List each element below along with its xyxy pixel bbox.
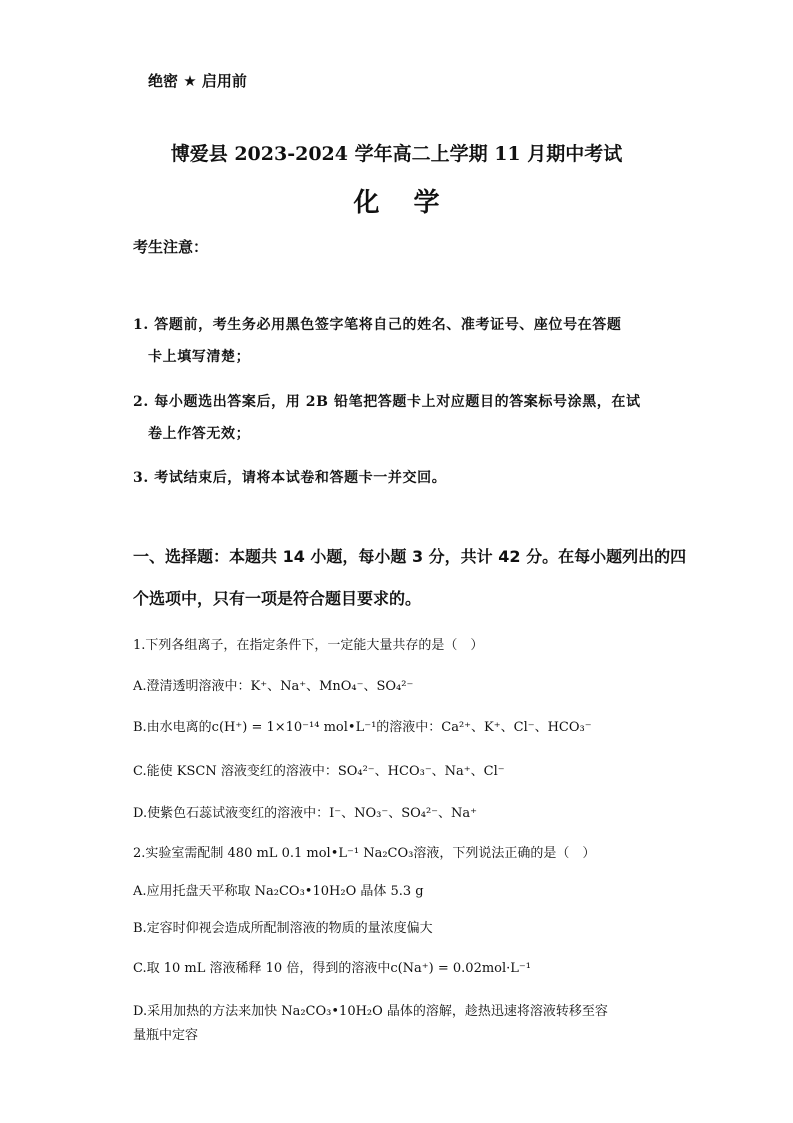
q1-stem: 1.下列各组离子，在指定条件下，一定能大量共存的是（ ） (133, 638, 484, 653)
q2-option-c: C.取 10 mL 溶液稀释 10 倍，得到的溶液中c(Na⁺) = 0.02mol·L⁻¹ (133, 961, 531, 976)
q1-option-d: D.使紫色石蕊试液变红的溶液中：I⁻、NO₃⁻、SO₄²⁻、Na⁺ (133, 806, 478, 821)
exam-title: 博爱县 2023-2024 学年高二上学期 11 月期中考试 (170, 143, 623, 165)
secret-mark: 绝密 ★ 启用前 (148, 72, 247, 90)
q2-stem: 2.实验室需配制 480 mL 0.1 mol•L⁻¹ Na₂CO₃溶液，下列说法正确的是（ ） (133, 846, 596, 861)
q1-option-a: A.澄清透明溶液中：K⁺、Na⁺、MnO₄⁻、SO₄²⁻ (133, 679, 414, 694)
q2-option-d-line2: 量瓶中定容 (133, 1028, 199, 1043)
q2-option-d-line1: D.采用加热的方法来加快 Na₂CO₃•10H₂O 晶体的溶解，趁热迅速将溶液转移至容 (133, 1004, 608, 1019)
q1-option-c: C.能使 KSCN 溶液变红的溶液中：SO₄²⁻、HCO₃⁻、Na⁺、Cl⁻ (133, 764, 505, 779)
notice-item-2-line1: 2. 每小题选出答案后，用 2B 铅笔把答题卡上对应题目的答案标号涂黑，在试 (133, 394, 641, 410)
q2-option-b: B.定容时仰视会造成所配制溶液的物质的量浓度偏大 (133, 921, 433, 936)
notice-item-3: 3. 考试结束后，请将本试卷和答题卡一并交回。 (133, 470, 447, 486)
q2-option-a: A.应用托盘天平称取 Na₂CO₃•10H₂O 晶体 5.3 g (133, 884, 424, 899)
notice-item-2-line2: 卷上作答无效； (148, 426, 251, 442)
section1-heading-line2: 个选项中，只有一项是符合题目要求的。 (133, 589, 422, 608)
notice-item-1-line1: 1. 答题前，考生务必用黑色签字笔将自己的姓名、准考证号、座位号在答题 (133, 317, 622, 333)
notice-item-1-line2: 卡上填写清楚； (148, 349, 251, 365)
notice-heading: 考生注意： (133, 238, 209, 256)
subject-title: 化学 (353, 188, 474, 218)
section1-heading-line1: 一、选择题：本题共 14 小题，每小题 3 分，共计 42 分。在每小题列出的四 (133, 547, 687, 566)
q1-option-b: B.由水电离的c(H⁺) = 1×10⁻¹⁴ mol•L⁻¹的溶液中：Ca²⁺、K⁺、Cl⁻、HCO₃⁻ (133, 720, 592, 735)
